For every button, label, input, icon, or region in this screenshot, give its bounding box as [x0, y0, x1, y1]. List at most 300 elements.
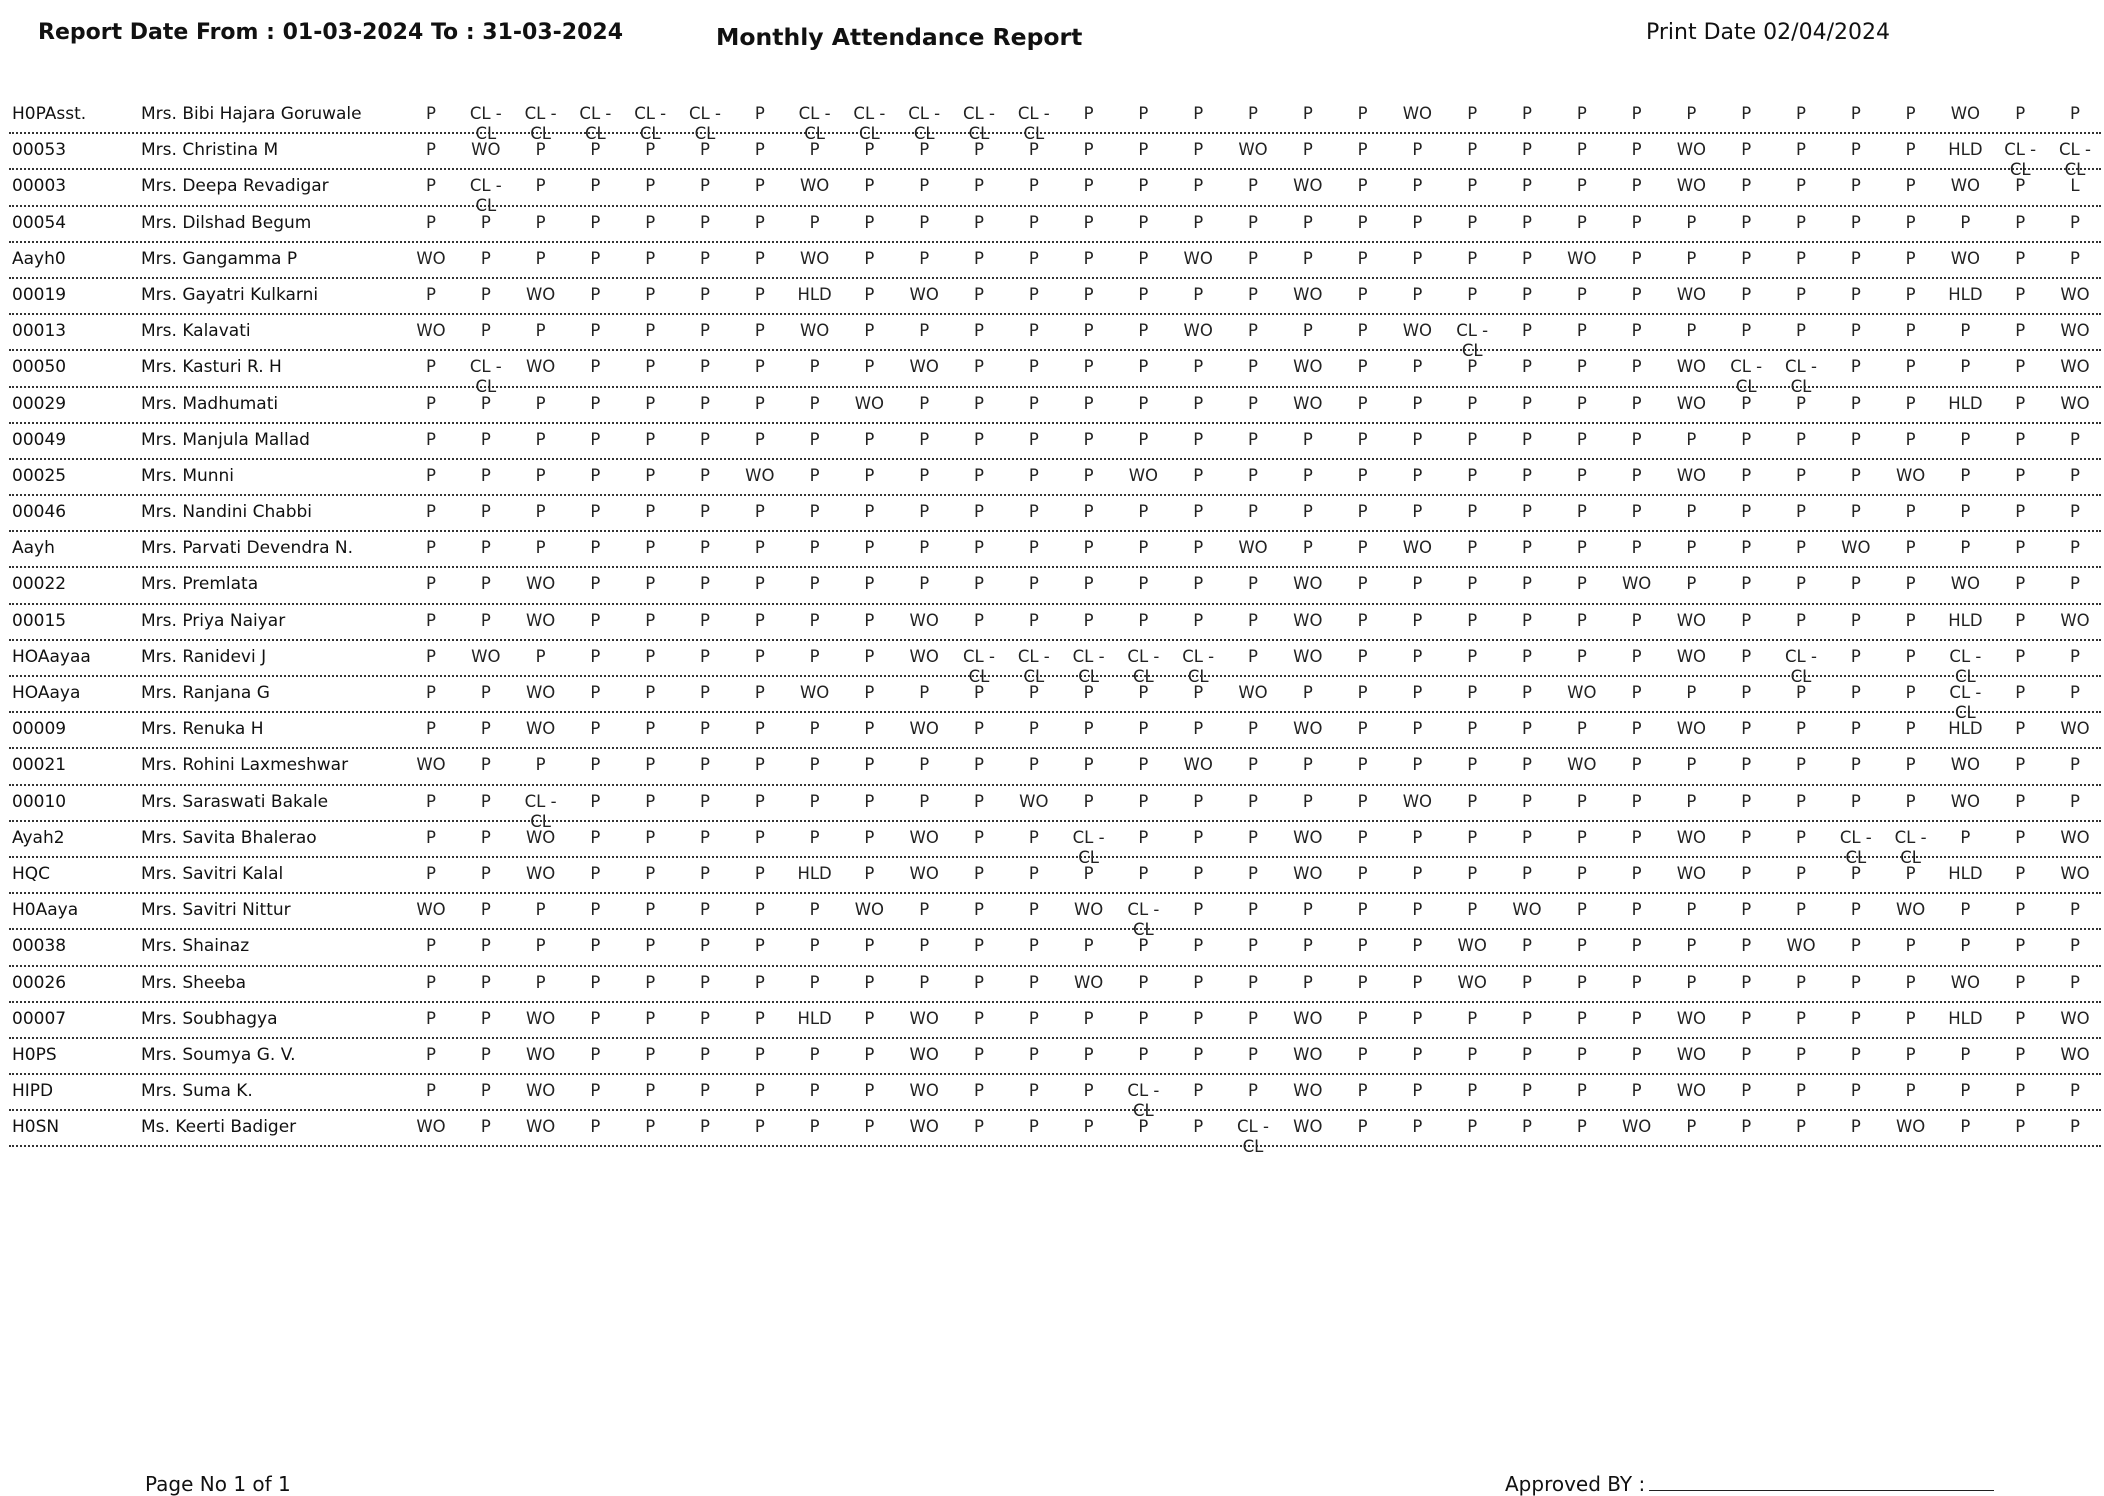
attendance-cell: P [1631, 248, 1642, 268]
attendance-cell: P [1905, 574, 1916, 594]
attendance-cell: P [1905, 357, 1916, 377]
attendance-cell: P [1631, 176, 1642, 196]
attendance-cell: P [754, 936, 765, 956]
attendance-cell: P [1631, 212, 1642, 232]
attendance-cell: P [1960, 502, 1971, 522]
attendance-cell: WO [909, 863, 939, 883]
attendance-cell: P [426, 538, 436, 558]
attendance-cell: CL - CL [798, 104, 831, 143]
attendance-cell: P [1083, 357, 1094, 377]
attendance-cell: WO [1895, 900, 1926, 920]
attendance-cell: P [1028, 248, 1039, 268]
attendance-cell: P [754, 1008, 765, 1028]
attendance-cell: P [700, 863, 710, 883]
attendance-cell: P [1357, 176, 1368, 196]
attendance-cell: P [1850, 1117, 1861, 1137]
attendance-cell: P [1357, 284, 1368, 304]
attendance-cell: P [754, 863, 765, 883]
attendance-cell: P [1467, 1081, 1478, 1101]
attendance-cell: WO [2060, 1008, 2090, 1028]
table-row [9, 605, 2101, 641]
attendance-cell: P [590, 1008, 601, 1028]
attendance-cell: HLD [797, 284, 832, 304]
attendance-cell: P [700, 1117, 710, 1137]
attendance-cell: WO [1950, 248, 1981, 268]
attendance-cell: P [590, 900, 601, 920]
attendance-cell: P [1796, 321, 1806, 341]
attendance-cell: P [974, 900, 984, 920]
attendance-cell: P [1576, 284, 1587, 304]
attendance-cell: P [754, 321, 765, 341]
attendance-cell: P [1357, 972, 1368, 992]
attendance-cell: P [700, 827, 710, 847]
attendance-cell: P [1083, 683, 1094, 702]
attendance-cell: P [1193, 357, 1204, 377]
attendance-cell: P [480, 936, 491, 956]
attendance-cell: WO [1293, 393, 1323, 413]
attendance-cell: P [1357, 1081, 1368, 1101]
attendance-cell: P [919, 538, 930, 558]
attendance-cell: P [2015, 900, 2026, 920]
attendance-cell: P [1193, 429, 1204, 449]
attendance-cell: P [1248, 574, 1258, 594]
employee-code: 00010 [12, 791, 67, 812]
attendance-cell: P [864, 863, 875, 883]
attendance-cell: P [1412, 936, 1423, 956]
attendance-cell: P [1905, 936, 1916, 956]
attendance-cell: WO [1786, 936, 1816, 956]
attendance-cell: P [1028, 465, 1039, 485]
attendance-cell: P [1028, 900, 1039, 920]
attendance-cell: P [1357, 863, 1368, 883]
attendance-cell: P [1905, 212, 1916, 232]
attendance-cell: WO [1402, 321, 1433, 341]
attendance-cell: P [1138, 248, 1149, 268]
attendance-cell: P [1850, 502, 1861, 522]
attendance-cell: WO [1402, 791, 1433, 811]
attendance-cell: P [1083, 284, 1094, 304]
attendance-cell: P [1631, 357, 1642, 377]
attendance-cell: HLD [1948, 140, 1983, 160]
table-row [9, 98, 2101, 143]
attendance-cell: WO [799, 176, 830, 196]
attendance-cell: P [1741, 827, 1752, 847]
attendance-cell: P [645, 429, 656, 449]
attendance-cell: P [1467, 827, 1478, 847]
attendance-cell: WO [1293, 1117, 1323, 1137]
table-row [9, 496, 2101, 532]
attendance-cell: P [1083, 538, 1094, 558]
attendance-cell: P [1631, 393, 1642, 413]
attendance-cell: P [809, 936, 820, 956]
attendance-cell: P [1796, 827, 1806, 847]
attendance-cell: P [1522, 176, 1532, 196]
attendance-cell: WO [525, 863, 556, 883]
attendance-cell: P [590, 212, 601, 232]
attendance-cell: P [1850, 1008, 1861, 1028]
attendance-cell: WO [471, 140, 501, 160]
attendance-cell: P [1686, 1117, 1697, 1137]
attendance-cell: P [1850, 1044, 1861, 1064]
attendance-cell: P [1412, 212, 1423, 232]
attendance-cell: WO [1676, 465, 1707, 485]
attendance-cell: P [426, 646, 436, 666]
attendance-cell: P [1905, 284, 1916, 304]
attendance-cell: P [535, 755, 546, 775]
attendance-cell: P [1522, 502, 1532, 522]
attendance-cell: WO [416, 1117, 446, 1137]
attendance-cell: WO [1950, 574, 1981, 594]
attendance-cell: P [1412, 1117, 1423, 1137]
attendance-cell: P [1576, 972, 1587, 992]
attendance-cell: P [809, 719, 820, 739]
attendance-cell: P [426, 357, 436, 377]
attendance-cell: P [700, 465, 710, 485]
attendance-cell: P [1905, 104, 1916, 123]
attendance-cell: P [700, 429, 710, 449]
attendance-cell: P [1138, 1008, 1149, 1028]
attendance-cell: P [1028, 212, 1039, 232]
attendance-cell: P [1357, 791, 1368, 811]
attendance-cell: P [754, 104, 765, 123]
attendance-cell: P [1248, 610, 1258, 630]
table-row [9, 460, 2101, 496]
attendance-cell: CL - CL [524, 104, 557, 143]
attendance-cell: P [1138, 1044, 1149, 1064]
attendance-cell: WO [2060, 321, 2090, 341]
attendance-cell: P [2070, 1117, 2080, 1137]
attendance-cell: P [1467, 574, 1478, 594]
attendance-cell: P [1960, 429, 1971, 449]
attendance-cell: P [426, 1081, 436, 1101]
attendance-cell: P [1796, 104, 1806, 123]
attendance-cell: P [590, 502, 601, 522]
table-row [9, 207, 2101, 243]
attendance-cell: P [864, 140, 875, 160]
attendance-cell: P [480, 1081, 491, 1101]
print-date: Print Date 02/04/2024 [1646, 20, 1890, 45]
attendance-cell: P [1193, 791, 1204, 811]
attendance-cell: P [1576, 574, 1587, 594]
attendance-cell: P [1138, 212, 1149, 232]
attendance-cell: P [645, 1008, 656, 1028]
attendance-cell: WO [1676, 863, 1707, 883]
employee-name: Mrs. Sheeba [141, 972, 247, 993]
attendance-cell: P [864, 176, 875, 196]
attendance-cell: P [1741, 900, 1752, 920]
attendance-cell: P [426, 574, 436, 594]
employee-code: 00025 [12, 465, 67, 486]
attendance-cell: WO [1676, 284, 1707, 304]
attendance-cell: WO [1402, 104, 1433, 123]
employee-code: 00019 [12, 284, 67, 305]
attendance-cell: P [1302, 683, 1313, 702]
attendance-cell: P [1412, 393, 1423, 413]
attendance-cell: P [754, 827, 765, 847]
attendance-cell: P [700, 1008, 710, 1028]
attendance-cell: P [1796, 284, 1806, 304]
attendance-cell: P [645, 863, 656, 883]
attendance-cell: P [645, 393, 656, 413]
attendance-cell: P [1576, 502, 1587, 522]
attendance-cell: P [1796, 212, 1806, 232]
attendance-cell: P [1248, 357, 1258, 377]
employee-code: 00009 [12, 719, 67, 740]
attendance-cell: P [1796, 1081, 1806, 1101]
attendance-cell: P [1467, 393, 1478, 413]
attendance-cell: P [2070, 538, 2080, 558]
attendance-cell: P [1248, 755, 1258, 775]
attendance-cell: P [590, 972, 601, 992]
attendance-cell: P [1741, 863, 1752, 883]
attendance-cell: P [974, 972, 984, 992]
attendance-cell: P [754, 212, 765, 232]
attendance-cell: P [426, 212, 436, 232]
attendance-cell: P [1796, 683, 1806, 702]
attendance-cell: P [1412, 683, 1423, 702]
table-row [9, 279, 2101, 315]
employee-name: Mrs. Soubhagya [141, 1008, 278, 1029]
attendance-cell: P [645, 791, 656, 811]
table-row [9, 424, 2101, 460]
attendance-cell: P [1412, 1081, 1423, 1101]
attendance-cell: P [2015, 1008, 2026, 1028]
attendance-cell: P [1686, 429, 1697, 449]
attendance-cell: WO [525, 574, 556, 594]
table-row [9, 1111, 2101, 1157]
attendance-cell: P [1248, 972, 1258, 992]
attendance-cell: P [645, 321, 656, 341]
attendance-cell: P [1576, 465, 1587, 485]
attendance-cell: P [809, 972, 820, 992]
employee-code: HIPD [12, 1081, 54, 1102]
attendance-cell: P [974, 1081, 984, 1101]
attendance-cell: P [919, 140, 930, 160]
attendance-cell: P [864, 357, 875, 377]
attendance-cell: P [864, 248, 875, 268]
attendance-cell: P [1741, 719, 1752, 739]
attendance-cell: CL - CL [469, 357, 502, 397]
attendance-table [9, 98, 2101, 1157]
attendance-cell: WO [1676, 393, 1707, 413]
attendance-cell: P [864, 719, 875, 739]
attendance-cell: P [1193, 936, 1204, 956]
employee-name: Mrs. Gayatri Kulkarni [141, 284, 319, 305]
attendance-cell: P [1193, 502, 1204, 522]
attendance-cell: P [645, 683, 656, 702]
attendance-cell: P [1960, 212, 1971, 232]
attendance-cell: WO [416, 321, 446, 341]
attendance-cell: P [1576, 429, 1587, 449]
attendance-cell: P [1028, 284, 1039, 304]
attendance-cell: P [1412, 719, 1423, 739]
attendance-cell: P [919, 502, 930, 522]
attendance-cell: P [1686, 900, 1697, 920]
attendance-cell: WO [909, 357, 939, 377]
employee-code: 00049 [12, 429, 67, 450]
attendance-cell: CL - CL [1785, 357, 1817, 397]
attendance-cell: P [974, 1044, 984, 1064]
employee-code: H0SN [12, 1117, 60, 1138]
attendance-cell: P [1576, 900, 1587, 920]
attendance-cell: P [700, 502, 710, 522]
attendance-cell: P [1905, 321, 1916, 341]
attendance-cell: P [1138, 538, 1149, 558]
attendance-cell: P [974, 936, 984, 956]
attendance-cell: P [1302, 429, 1313, 449]
attendance-cell: P [1467, 465, 1478, 485]
attendance-cell: P [1412, 502, 1423, 522]
attendance-cell: P [1028, 827, 1039, 847]
attendance-cell: P [645, 900, 656, 920]
attendance-cell: P [1138, 321, 1149, 341]
employee-name: Mrs. Deepa Revadigar [141, 176, 329, 197]
attendance-cell: P [1850, 357, 1861, 377]
attendance-cell: P [1686, 321, 1697, 341]
employee-name: Mrs. Kasturi R. H [141, 357, 282, 378]
attendance-cell: P [1248, 104, 1258, 123]
attendance-cell: P [1467, 176, 1478, 196]
attendance-cell: P [1631, 465, 1642, 485]
attendance-cell: P [1741, 284, 1752, 304]
attendance-cell: WO [909, 1081, 939, 1101]
attendance-cell: P [1028, 936, 1039, 956]
attendance-cell: P [2015, 176, 2026, 196]
attendance-cell: P [426, 140, 436, 160]
attendance-cell: P [1960, 900, 1971, 920]
attendance-cell: P [1686, 683, 1697, 702]
attendance-cell: P [1467, 791, 1478, 811]
attendance-cell: WO [525, 284, 556, 304]
attendance-cell: P [1357, 465, 1368, 485]
attendance-cell: P [1522, 140, 1532, 160]
attendance-cell: P [2015, 791, 2026, 811]
attendance-cell: P [1467, 683, 1478, 702]
attendance-cell: CL - CL [524, 791, 557, 831]
attendance-cell: P [1193, 393, 1204, 413]
attendance-cell: P [1248, 465, 1258, 485]
attendance-cell: WO [416, 755, 446, 775]
attendance-cell: HLD [797, 863, 832, 883]
attendance-cell: P [1193, 1117, 1204, 1137]
attendance-cell: P [1248, 1081, 1258, 1101]
attendance-cell: P [1248, 1008, 1258, 1028]
attendance-cell: P [2070, 972, 2080, 992]
page-number: Page No 1 of 1 [145, 1472, 291, 1496]
attendance-cell: P [1576, 936, 1587, 956]
attendance-cell: P [1138, 140, 1149, 160]
attendance-cell: P [1796, 429, 1806, 449]
attendance-cell: P [700, 936, 710, 956]
attendance-cell: P [1193, 1044, 1204, 1064]
employee-code: 00021 [12, 755, 67, 776]
attendance-cell: WO [525, 1044, 556, 1064]
attendance-cell: P [700, 538, 710, 558]
attendance-cell: P [1412, 465, 1423, 485]
attendance-cell: P [1248, 863, 1258, 883]
attendance-cell: P [1631, 755, 1642, 775]
employee-code: 00015 [12, 610, 67, 631]
attendance-cell: P [1850, 1081, 1861, 1101]
attendance-cell: P [1631, 827, 1642, 847]
attendance-cell: P [1631, 791, 1642, 811]
attendance-cell: CL - CL [1017, 104, 1050, 143]
attendance-cell: P [590, 719, 601, 739]
attendance-cell: P [590, 393, 601, 413]
attendance-cell: P [974, 827, 984, 847]
attendance-cell: WO [1567, 683, 1597, 702]
attendance-cell: P [2015, 502, 2026, 522]
attendance-cell: WO [1950, 104, 1981, 123]
attendance-cell: P [1796, 972, 1806, 992]
attendance-cell: P [480, 574, 491, 594]
attendance-cell: P [864, 936, 875, 956]
attendance-cell: WO [525, 357, 556, 377]
attendance-cell: P [1905, 248, 1916, 268]
attendance-cell: P [809, 900, 820, 920]
employee-code: 00029 [12, 393, 67, 414]
attendance-cell: WO [1293, 176, 1323, 196]
report-date-range: Report Date From : 01-03-2024 To : 31-03-2024 [38, 20, 623, 45]
attendance-cell: P [700, 719, 710, 739]
table-row [9, 243, 2101, 279]
attendance-cell: P [1960, 936, 1971, 956]
attendance-cell: WO [1293, 357, 1323, 377]
attendance-cell: WO [2060, 610, 2090, 630]
attendance-cell: P [1467, 755, 1478, 775]
attendance-cell: P [1905, 1008, 1916, 1028]
attendance-cell: P [1302, 755, 1313, 775]
attendance-cell: P [919, 393, 930, 413]
attendance-cell: P [480, 791, 491, 811]
attendance-cell: P [1467, 538, 1478, 558]
attendance-cell: P [1028, 610, 1039, 630]
attendance-cell: P [754, 610, 765, 630]
attendance-cell: P [480, 1008, 491, 1028]
attendance-cell: HLD [1948, 284, 1983, 304]
attendance-cell: P [1083, 176, 1094, 196]
attendance-cell: CL - CL [908, 104, 941, 143]
attendance-cell: P [1467, 357, 1478, 377]
attendance-cell: P [1631, 936, 1642, 956]
attendance-cell: P [1796, 719, 1806, 739]
attendance-cell: WO [1676, 719, 1707, 739]
attendance-cell: P [1083, 104, 1094, 123]
attendance-cell: P [1576, 321, 1587, 341]
attendance-cell: P [426, 972, 436, 992]
attendance-cell: P [1138, 357, 1149, 377]
table-row [9, 1075, 2101, 1121]
attendance-cell: P [590, 827, 601, 847]
attendance-cell: P [974, 863, 984, 883]
attendance-cell: P [1357, 683, 1368, 702]
attendance-cell: P [1412, 755, 1423, 775]
attendance-cell: WO [2060, 863, 2090, 883]
attendance-cell: CL - CL [1127, 1081, 1160, 1121]
attendance-cell: WO [1895, 1117, 1926, 1137]
attendance-cell: P [754, 176, 765, 196]
attendance-cell: P [1193, 683, 1204, 702]
attendance-cell: P [1576, 791, 1587, 811]
attendance-cell: CL - CL [689, 104, 721, 143]
table-row [9, 1003, 2101, 1039]
attendance-cell: P [1850, 104, 1861, 123]
attendance-cell: P [1576, 827, 1587, 847]
attendance-cell: WO [854, 393, 885, 413]
attendance-cell: P [1850, 900, 1861, 920]
attendance-cell: P [1576, 212, 1587, 232]
attendance-cell: P [1028, 140, 1039, 160]
